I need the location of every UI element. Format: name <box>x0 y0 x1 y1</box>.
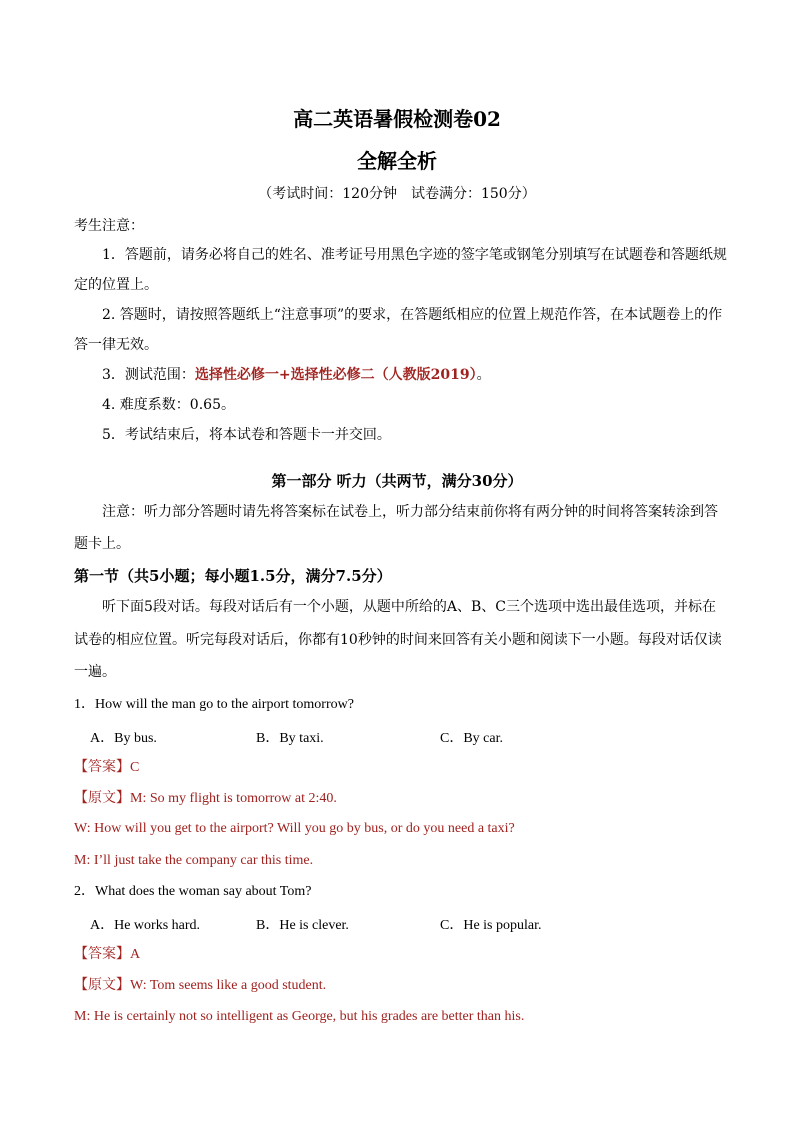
notice-item-3 <box>102 366 750 384</box>
notice-heading: 考生注意： <box>74 218 144 234</box>
q1-answer-tag: 【答案】 <box>74 759 130 775</box>
notice-item-3-suffix: 。 <box>476 367 491 383</box>
notice-item-3-prefix: 3．测试范围： <box>102 367 195 383</box>
q1-script-tag: 【原文】 <box>74 790 130 806</box>
section1-instructions-line-2: 试卷的相应位置。听完每段对话后，你都有10秒钟的时间来回答有关小题和阅读下一小题。每段对话仅读 <box>74 632 722 648</box>
q1-answer <box>74 758 722 777</box>
q2-option-c: C．He is popular. <box>440 918 542 933</box>
q2-option-b: B．He is clever. <box>256 918 349 933</box>
q1-option-a: A．By bus. <box>90 731 157 746</box>
part1-note-line-1: 注意：听力部分答题时请先将答案标在试卷上，听力部分结束前你将有两分钟的时间将答案转涂到答 <box>102 504 718 520</box>
notice-item-1-line-1: 1．答题前，请务必将自己的姓名、准考证号用黑色字迹的签字笔或钢笔分别填写在试题卷和答题纸规 <box>102 247 727 263</box>
notice-item-2-line-2: 答一律无效。 <box>74 337 158 353</box>
q2-answer <box>74 945 722 964</box>
page-subtitle: 全解全析 <box>357 149 437 173</box>
notice-item-5: 5．考试结束后，将本试卷和答题卡一并交回。 <box>102 427 391 443</box>
part1-heading: 第一部分 听力（共两节，满分30分） <box>271 472 523 490</box>
q1-option-c: C．By car. <box>440 731 503 746</box>
section1-instructions-line-1: 听下面5段对话。每段对话后有一个小题，从题中所给的A、B、C三个选项中选出最佳选项，并标在 <box>102 599 717 615</box>
part1-note-line-2: 题卡上。 <box>74 536 130 552</box>
q2-script-tag: 【原文】 <box>74 977 130 993</box>
q2-script-line-2: M: He is certainly not so intelligent as George, but his grades are better than his. <box>74 1009 525 1024</box>
q2-answer-tag: 【答案】 <box>74 946 130 962</box>
section1-instructions-line-3: 一遍。 <box>74 664 116 680</box>
notice-item-1-line-2: 定的位置上。 <box>74 277 158 293</box>
q1-script-line-1: M: So my flight is tomorrow at 2:40. <box>130 791 337 806</box>
page-title: 高二英语暑假检测卷02 <box>293 107 501 131</box>
test-scope: 选择性必修一+选择性必修二（人教版2019） <box>194 367 477 383</box>
notice-item-4: 4. 难度系数：0.65。 <box>102 397 235 413</box>
q1-script <box>74 789 722 808</box>
q2-answer-value: A <box>130 947 141 962</box>
exam-info: （考试时间：120分钟 试卷满分：150分） <box>258 186 536 202</box>
question-1: 1．How will the man go to the airport tomorrow? <box>74 697 354 712</box>
notice-item-2-line-1: 2. 答题时，请按照答题纸上“注意事项”的要求，在答题纸相应的位置上规范作答，在本试题卷上的作 <box>102 307 723 323</box>
q1-script-line-2: W: How will you get to the airport? Will you go by bus, or do you need a taxi? <box>74 821 515 836</box>
q1-script-line-3: M: I’ll just take the company car this time. <box>74 853 314 868</box>
q2-option-a: A．He works hard. <box>90 918 201 933</box>
q2-script-line-1: W: Tom seems like a good student. <box>130 978 327 993</box>
q1-answer-value: C <box>130 760 140 775</box>
q2-script <box>74 976 722 995</box>
section1-heading: 第一节（共5小题；每小题1.5分，满分7.5分） <box>74 567 392 585</box>
q1-option-b: B．By taxi. <box>256 731 324 746</box>
question-2: 2．What does the woman say about Tom? <box>74 884 312 899</box>
